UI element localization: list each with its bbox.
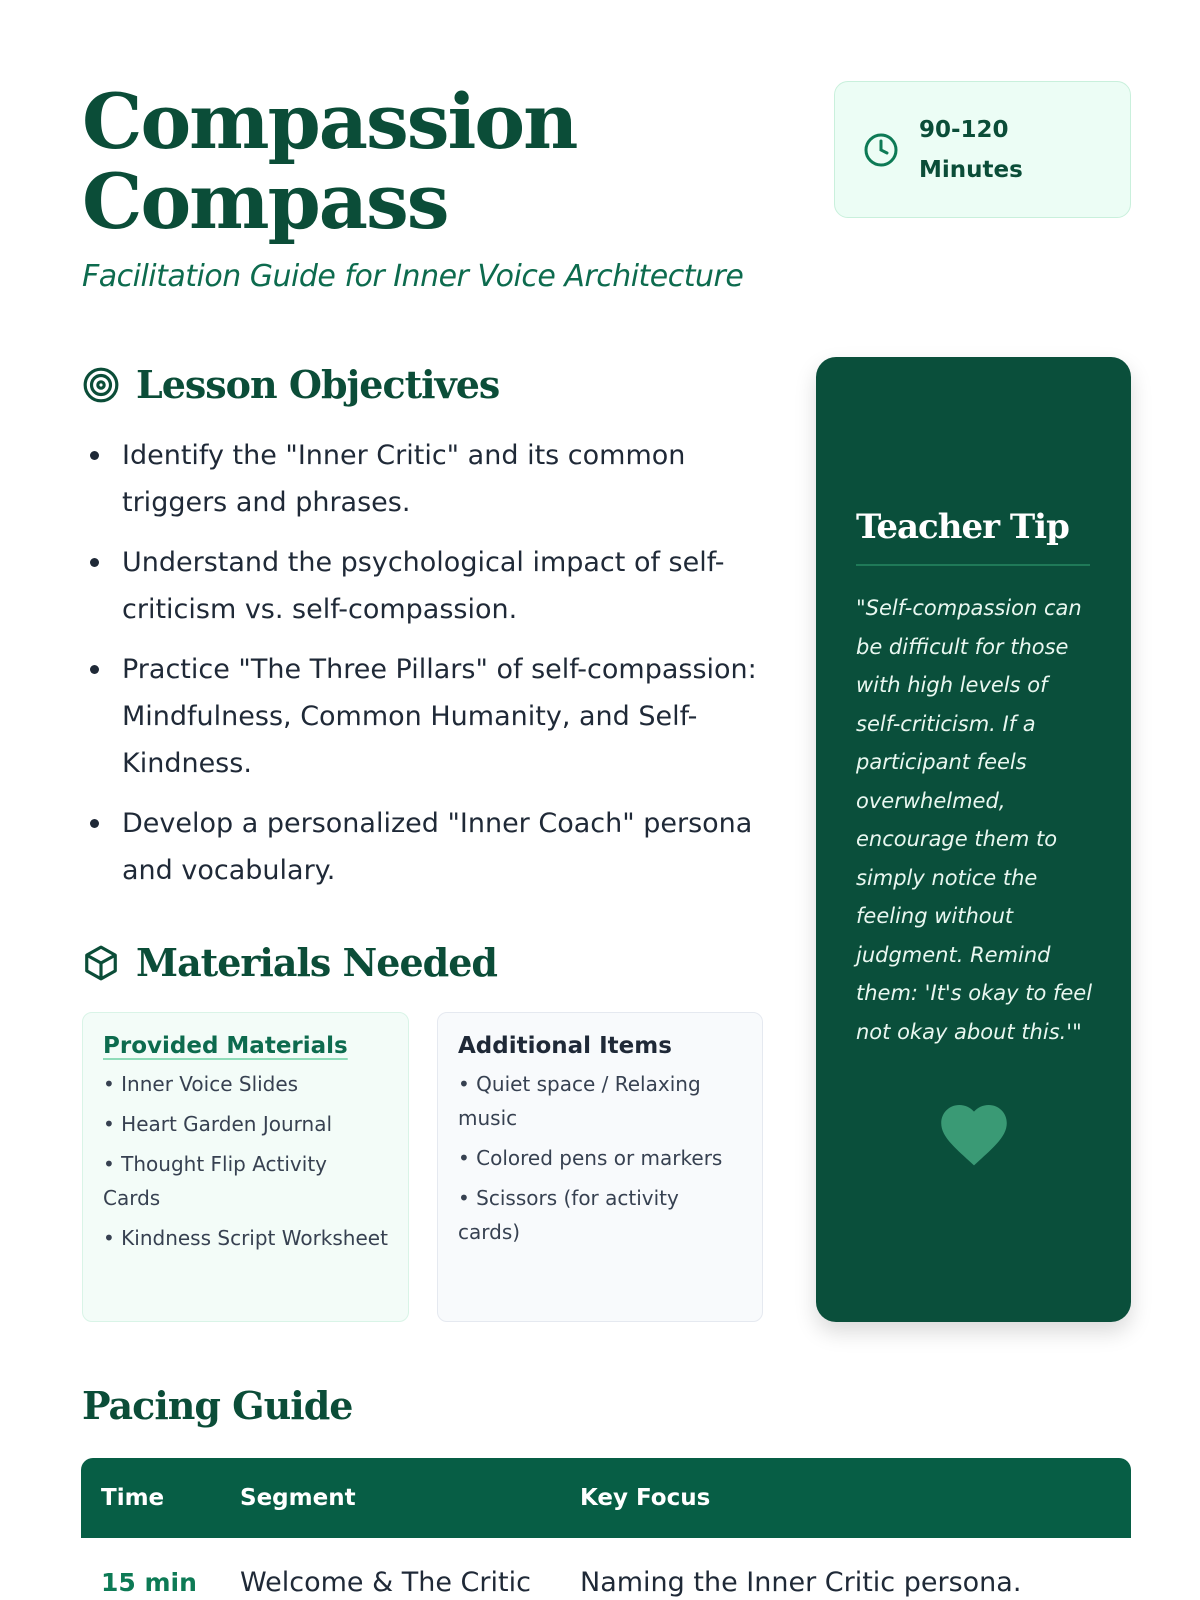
teacher-tip-card	[816, 357, 1131, 1322]
objective-item: Develop a personalized "Inner Coach" persona and vocabulary.	[82, 800, 762, 894]
heart-icon	[935, 1097, 1013, 1167]
list-item: • Colored pens or markers	[458, 1146, 723, 1170]
additional-items-title: Additional Items	[458, 1033, 672, 1059]
list-item: • Inner Voice Slides	[103, 1072, 299, 1096]
provided-materials-card	[82, 1012, 409, 1322]
provided-materials-title: Provided Materials	[103, 1033, 348, 1059]
title-line-2: Compass	[82, 157, 448, 246]
column-header-time: Time	[81, 1458, 220, 1538]
additional-items-list	[458, 1067, 742, 1249]
list-item: • Heart Garden Journal	[103, 1112, 333, 1136]
pacing-table	[81, 1458, 1131, 1600]
duration-text	[919, 110, 1039, 190]
teacher-tip-divider	[856, 564, 1090, 566]
objective-item: Identify the "Inner Critic" and its common triggers and phrases.	[82, 432, 762, 526]
teacher-tip-title: Teacher Tip	[856, 507, 1069, 547]
additional-items-card	[437, 1012, 763, 1322]
table-header-row	[81, 1458, 1131, 1538]
duration-badge	[834, 81, 1131, 218]
materials-heading	[82, 940, 497, 985]
list-item: • Quiet space / Relaxing music	[458, 1072, 701, 1130]
column-header-segment: Segment	[220, 1458, 560, 1538]
list-item: • Kindness Script Worksheet	[103, 1226, 388, 1250]
list-item: • Scissors (for activity cards)	[458, 1186, 679, 1244]
table-row	[81, 1538, 1131, 1600]
page-subtitle: Facilitation Guide for Inner Voice Architecture	[82, 259, 744, 294]
objective-item: Understand the psychological impact of self-criticism vs. self-compassion.	[82, 539, 762, 633]
duration-value: 90-120	[919, 116, 1009, 143]
teacher-tip-quote: "Self-compassion can be difficult for those with high levels of self-criticism. If a participant feels overwhelmed, encourage them to simply notice the feeling without judgment. Remind them: 'It's okay to feel not okay about this.'"	[856, 596, 1093, 1044]
objectives-heading	[82, 362, 499, 407]
title-line-1: Compassion	[82, 77, 577, 166]
clock-icon	[863, 132, 899, 168]
row-segment: Welcome & The Critic	[240, 1566, 531, 1598]
duration-unit: Minutes	[919, 156, 1023, 183]
page-title	[82, 77, 577, 246]
provided-materials-list	[103, 1067, 388, 1255]
target-icon	[82, 366, 120, 404]
column-header-focus: Key Focus	[560, 1458, 1131, 1538]
list-item: • Thought Flip Activity Cards	[103, 1152, 327, 1210]
objectives-heading-text: Lesson Objectives	[136, 362, 500, 407]
objective-item: Practice "The Three Pillars" of self-compassion: Mindfulness, Common Humanity, and Self-Kindness.	[82, 646, 762, 787]
materials-heading-text: Materials Needed	[136, 940, 497, 985]
objectives-list	[82, 432, 762, 907]
pacing-heading: Pacing Guide	[82, 1383, 353, 1428]
box-icon	[82, 944, 120, 982]
row-time: 15 min	[101, 1567, 197, 1597]
row-focus: Naming the Inner Critic persona.	[580, 1566, 1022, 1598]
